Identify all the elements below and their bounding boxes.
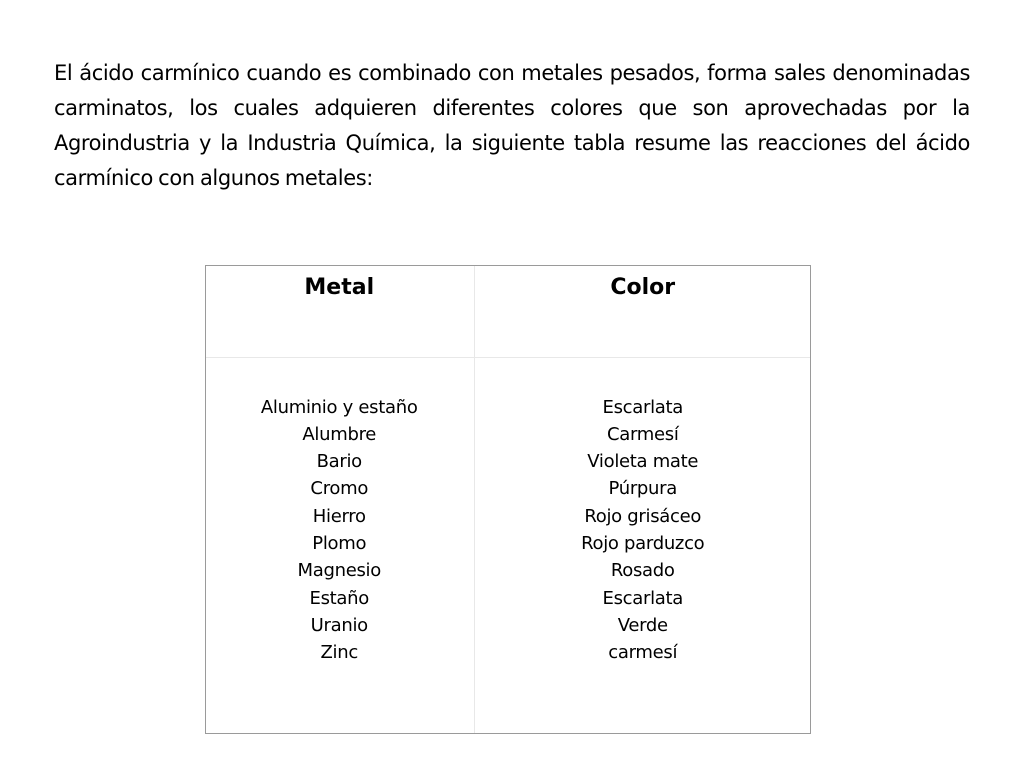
metal-item: Aluminio y estaño xyxy=(260,396,418,418)
color-item: Púrpura xyxy=(608,478,677,500)
color-item: Violeta mate xyxy=(587,451,699,473)
color-column-header: Color xyxy=(474,265,811,357)
metal-color-table xyxy=(205,265,811,734)
color-item: Escarlata xyxy=(602,396,683,418)
metal-item: Zinc xyxy=(320,642,358,664)
metal-item: Uranio xyxy=(310,614,368,636)
color-item: Rojo grisáceo xyxy=(584,505,702,527)
metal-item: Magnesio xyxy=(297,560,381,582)
color-item: Rojo parduzco xyxy=(581,532,705,554)
metal-list xyxy=(205,358,474,667)
metal-item: Alumbre xyxy=(302,423,377,445)
metal-item: Hierro xyxy=(312,505,366,527)
metal-item: Cromo xyxy=(310,478,369,500)
metal-item: Plomo xyxy=(312,532,367,554)
table-header-row xyxy=(205,265,811,357)
metal-cell xyxy=(205,357,474,734)
metal-item: Bario xyxy=(316,451,362,473)
color-cell xyxy=(474,357,811,734)
color-item: carmesí xyxy=(608,642,678,664)
color-item: Verde xyxy=(617,614,668,636)
intro-paragraph: El ácido carmínico cuando es combinado con metales pesados, forma sales denominadas carminatos, los cuales adquieren diferentes colores que son aprovechadas por la Agroindustria y la Industria Química, la siguiente tabla resume las reacciones del ácido carmínico con algunos metales: xyxy=(54,61,970,190)
metal-item: Estaño xyxy=(309,587,369,609)
color-list xyxy=(475,358,812,667)
color-item: Rosado xyxy=(610,560,675,582)
table-row xyxy=(205,357,811,734)
metal-column-header: Metal xyxy=(205,265,474,357)
color-item: Escarlata xyxy=(602,587,683,609)
color-item: Carmesí xyxy=(606,423,679,445)
